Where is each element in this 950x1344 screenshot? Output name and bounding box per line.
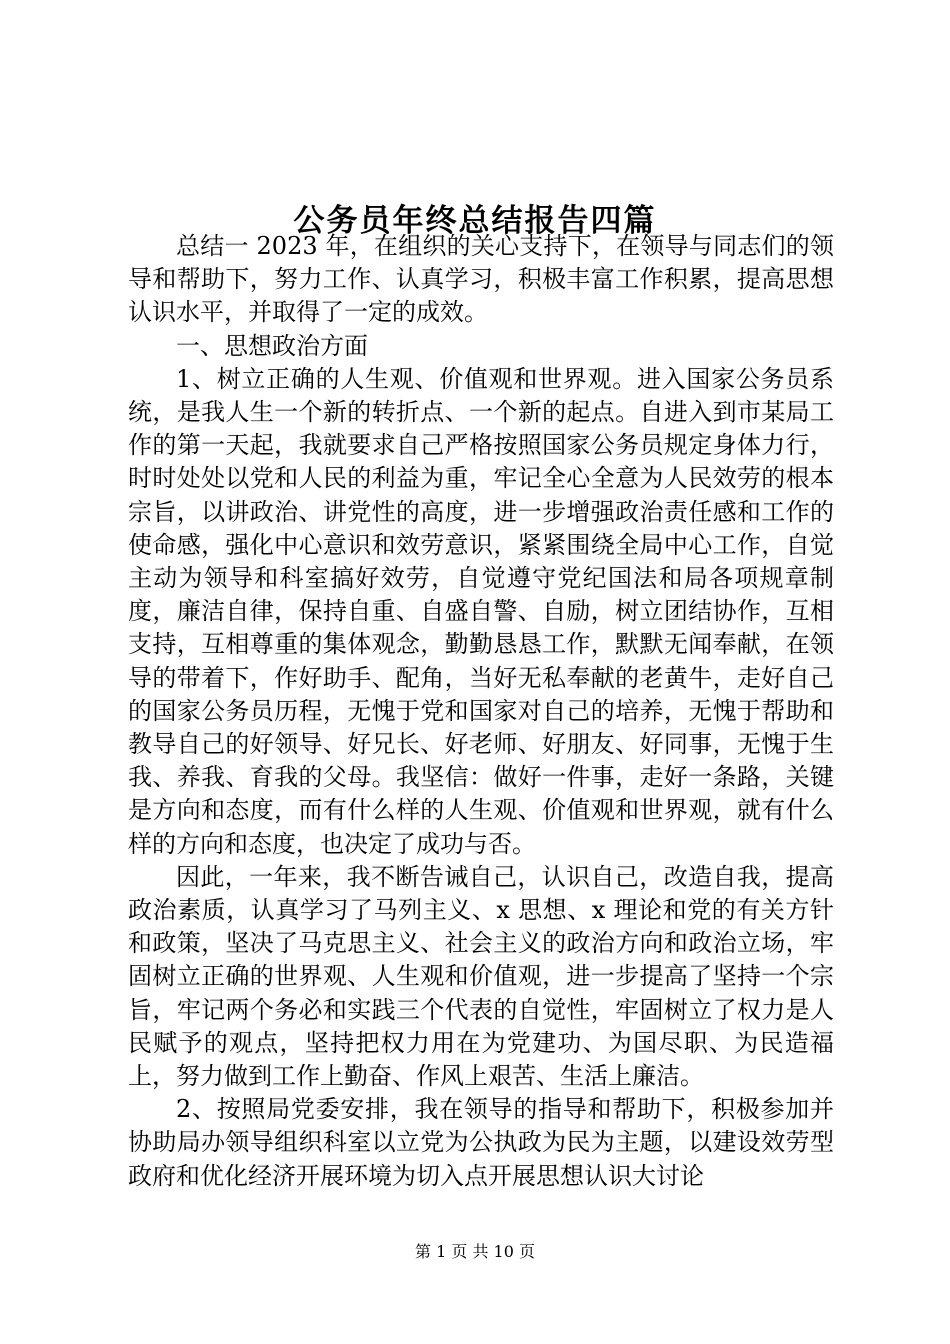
paragraph-item-1: 1、树立正确的人生观、价值观和世界观。进入国家公务员系统，是我人生一个新的转折点、一个新的起点。自进入到市某局工作的第一天起，我就要求自己严格按照国家公务员规定身体力行，时时处处以党和人民的利益为重，牢记全心全意为人民效劳的根本宗旨，以讲政治、讲党性的高度，进一步增强政治责任感和工作的使命感，强化中心意识和效劳意识，紧紧围绕全局中心工作，自觉主动为领导和科室搞好效劳，自觉遵守党纪国法和局各项规章制度，廉洁自律，保持自重、自盛自警、自励，树立团结协作，互相支持，互相尊重的集体观念，勤勤恳恳工作，默默无闻奉献，在领导的带着下，作好助手、配角，当好无私奉献的老黄牛，走好自己的国家公务员历程，无愧于党和国家对自己的培养，无愧于帮助和教导自己的好领导、好兄长、好老师、好朋友、好同事，无愧于生我、养我、育我的父母。我坚信：做好一件事，走好一条路，关键是方向和态度，而有什么样的人生观、价值观和世界观，就有什么样的方向和态度，也决定了成功与否。 <box>128 364 834 858</box>
paragraph-therefore: 因此，一年来，我不断告诫自己，认识自己，改造自我，提高政治素质，认真学习了马列主义、x 思想、x 理论和党的有关方针和政策，坚决了马克思主义、社会主义的政治方向和政治立场，牢固树立正确的世界观、人生观和价值观，进一步提高了坚持一个宗旨，牢记两个务必和实践三个代表的自觉性，牢固树立了权力是人民赋予的观点，坚持把权力用在为党建功、为国尽职、为民造福上，努力做到工作上勤奋、作风上艰苦、生活上廉洁。 <box>128 862 834 1091</box>
section-heading-ideology: 一、思想政治方面 <box>176 331 368 360</box>
page-number-footer: 第 1 页 共 10 页 <box>415 1242 535 1261</box>
paragraph-intro: 总结一 2023 年，在组织的关心支持下，在领导与同志们的领导和帮助下，努力工作、认真学习，积极丰富工作积累，提高思想认识水平，并取得了一定的成效。 <box>128 232 834 327</box>
document-body <box>128 230 834 1193</box>
paragraph-item-2: 2、按照局党委安排，我在领导的指导和帮助下，积极参加并协助局办领导组织科室以立党为公执政为民为主题，以建设效劳型政府和优化经济开展环境为切入点开展思想认识大讨论 <box>128 1095 834 1190</box>
document-title: 公务员年终总结报告四篇 <box>293 202 657 239</box>
